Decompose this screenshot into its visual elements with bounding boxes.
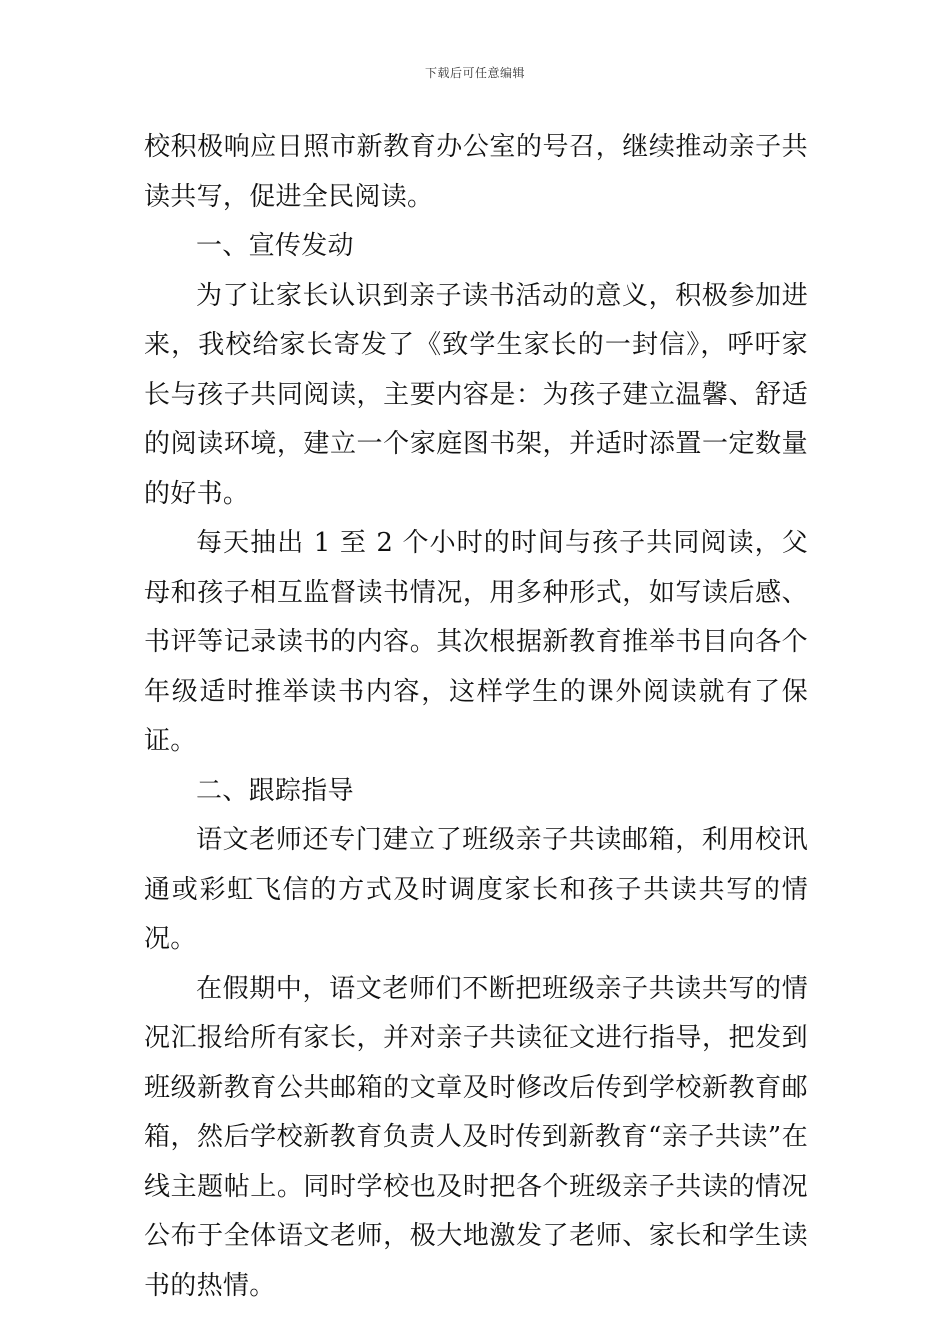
document-body xyxy=(144,123,808,1311)
paragraph-mailbox: 语文老师还专门建立了班级亲子共读邮箱，利用校讯通或彩虹飞信的方式及时调度家长和孩子共读共写的情况。 xyxy=(144,825,808,954)
paragraph-letter: 为了让家长认识到亲子读书活动的意义，积极参加进来，我校给家长寄发了《致学生家长的一封信》，呼吁家长与孩子共同阅读，主要内容是：为孩子建立温馨、舒适的阅读环境，建立一个家庭图书架，并适时添置一定数量的好书。 xyxy=(144,280,808,509)
section-heading-publicity: 一、宣传发动 xyxy=(196,231,354,261)
paragraph-continuation: 校积极响应日照市新教育办公室的号召，继续推动亲子共读共写，促进全民阅读。 xyxy=(144,132,808,212)
paragraph-holiday: 在假期中，语文老师们不断把班级亲子共读共写的情况汇报给所有家长，并对亲子共读征文进行指导，把发到班级新教育公共邮箱的文章及时修改后传到学校新教育邮箱，然后学校新教育负责人及时传到新教育“亲子共读”在线主题帖上。同时学校也及时把各个班级亲子共读的情况公布于全体语文老师，极大地激发了老师、家长和学生读书的热情。 xyxy=(144,973,808,1301)
paragraph-daily-reading: 每天抽出 1 至 2 个小时的时间与孩子共同阅读，父母和孩子相互监督读书情况，用多种形式，如写读后感、书评等记录读书的内容。其次根据新教育推举书目向各个年级适时推举读书内容，这样学生的课外阅读就有了保证。 xyxy=(144,528,808,756)
header-note: 下载后可任意编辑 xyxy=(424,66,525,80)
section-heading-guidance: 二、跟踪指导 xyxy=(196,775,354,806)
